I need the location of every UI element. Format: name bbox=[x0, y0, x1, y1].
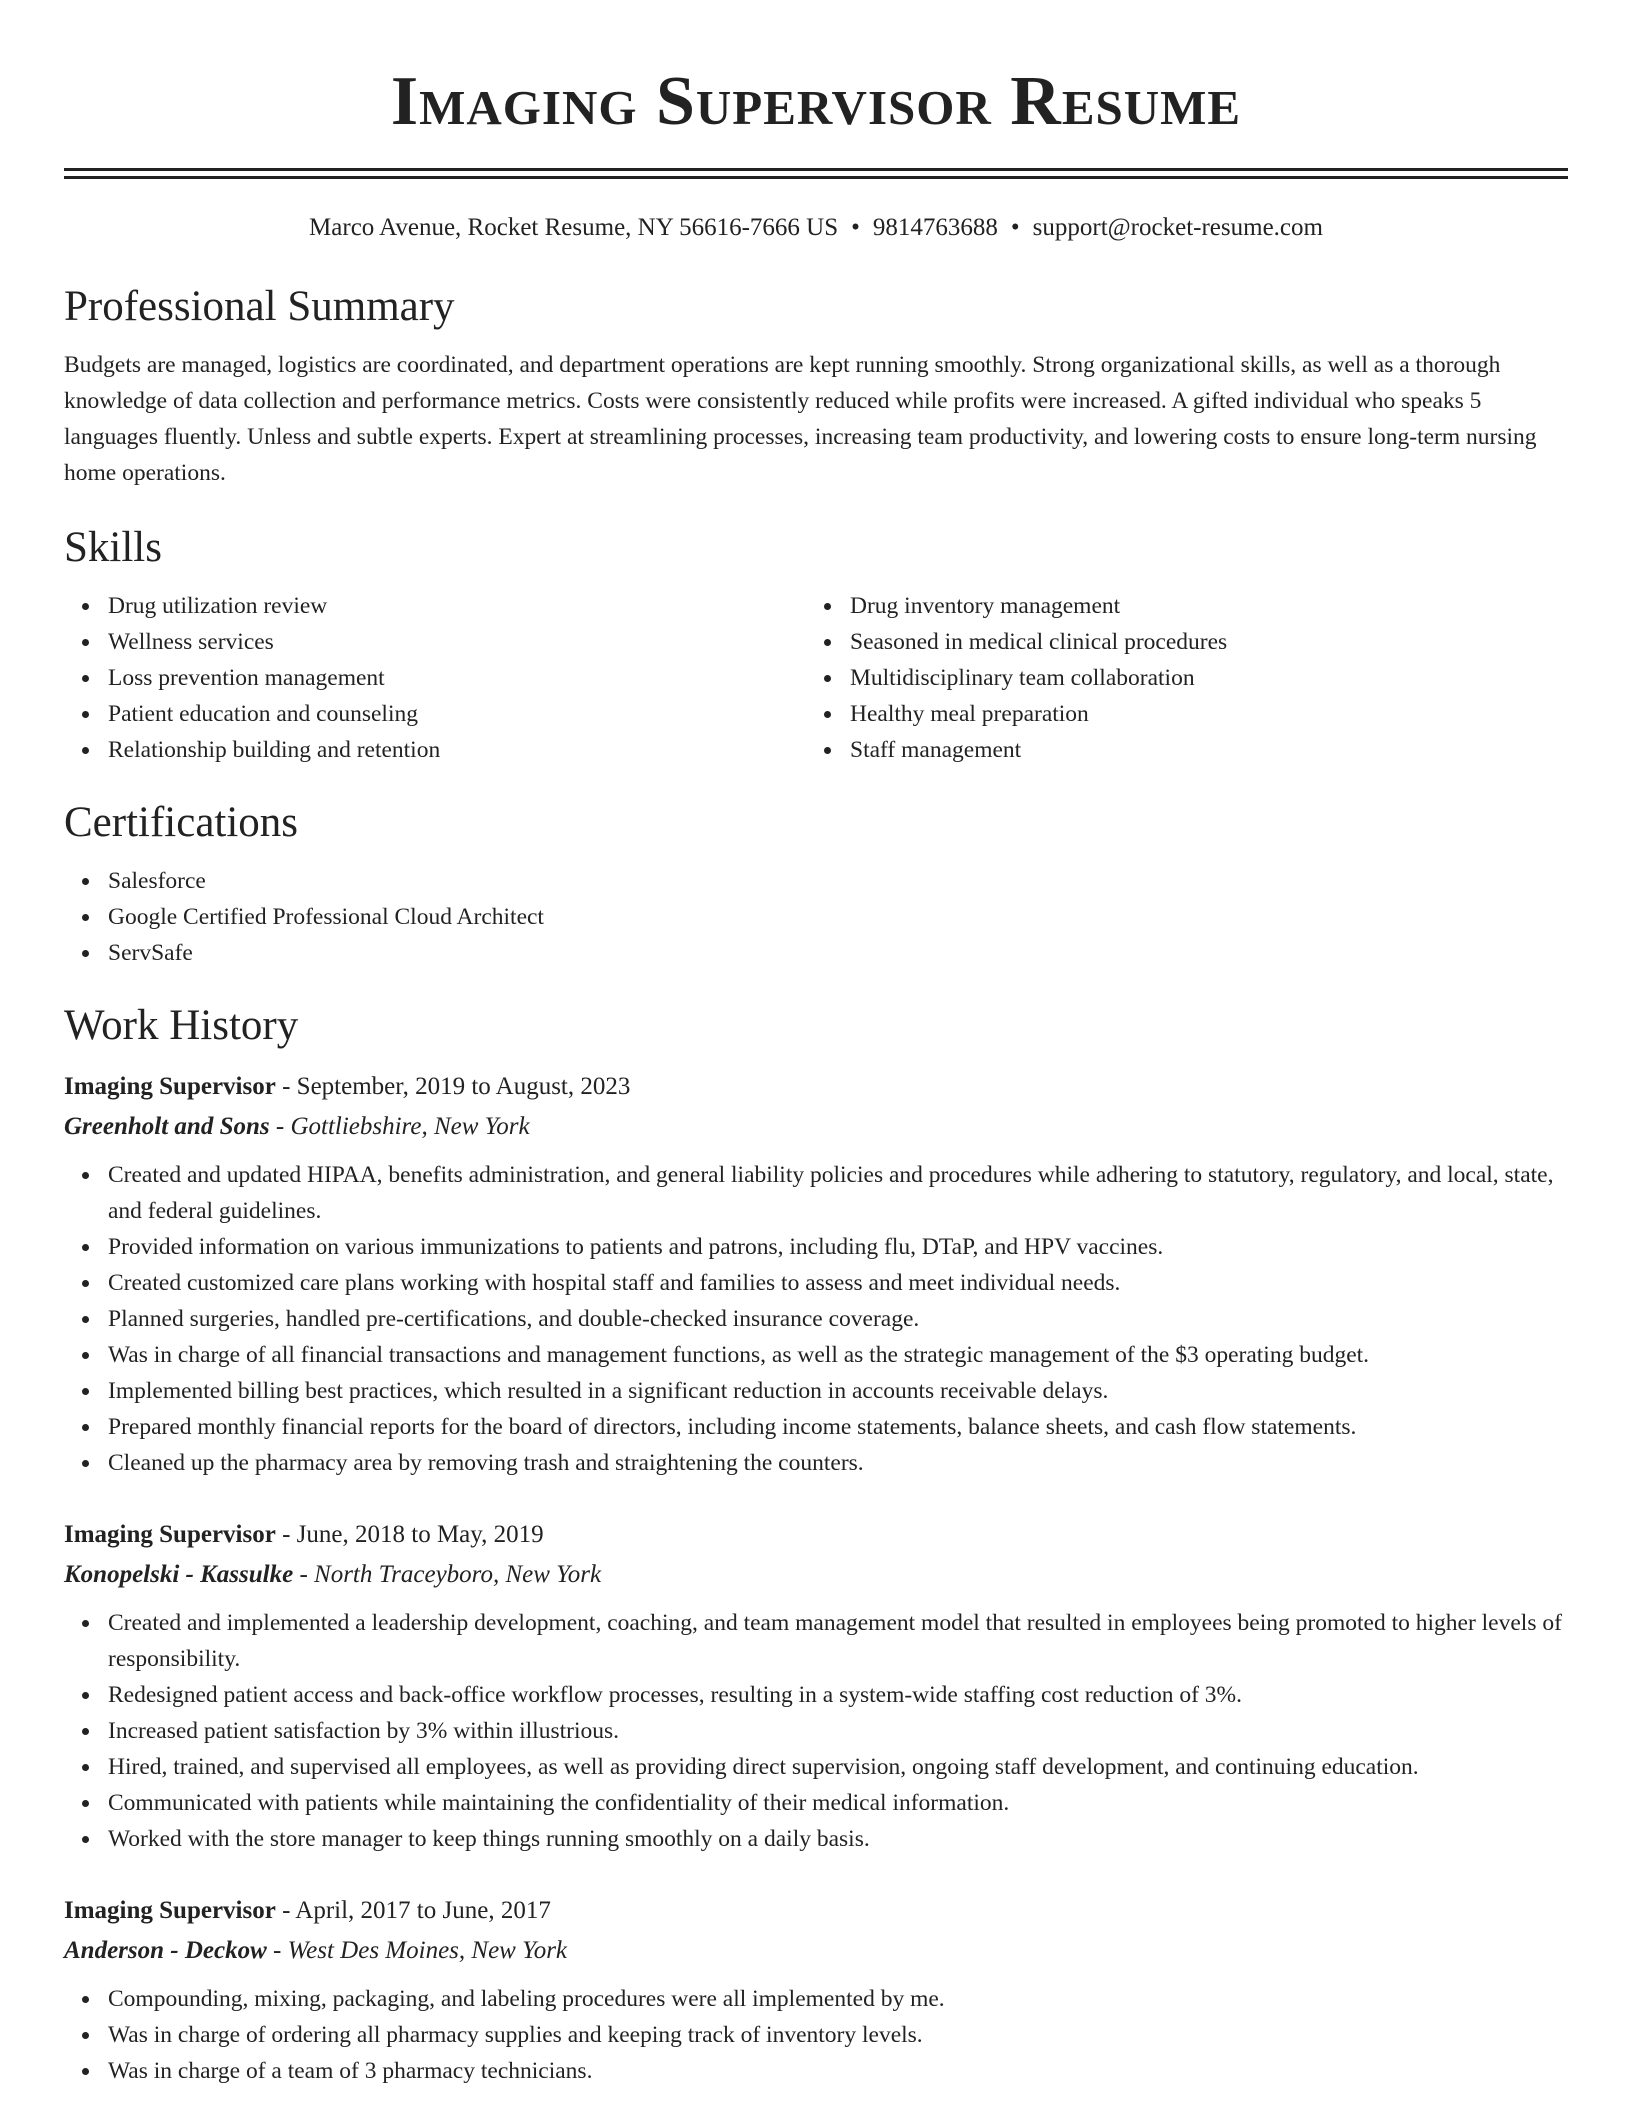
skill-item: Drug inventory management bbox=[806, 588, 1548, 624]
skill-item: Patient education and counseling bbox=[64, 696, 806, 732]
job-entry bbox=[64, 1515, 1568, 1857]
certification-item: Google Certified Professional Cloud Architect bbox=[64, 899, 1568, 935]
skill-item: Healthy meal preparation bbox=[806, 696, 1548, 732]
job-bullet: Cleaned up the pharmacy area by removing trash and straightening the counters. bbox=[64, 1445, 1568, 1481]
resume-title: Imaging Supervisor Resume bbox=[390, 63, 1242, 140]
job-title: Imaging Supervisor bbox=[64, 1521, 276, 1548]
job-bullet: Provided information on various immunizations to patients and patrons, including flu, DTaP, and HPV vaccines. bbox=[64, 1229, 1568, 1265]
contact-line bbox=[64, 211, 1568, 245]
job-title-line bbox=[64, 1067, 1568, 1107]
job-bullet: Created and updated HIPAA, benefits administration, and general liability policies and procedures while adhering to statutory, regulatory, and local, state, and federal guidelines. bbox=[64, 1157, 1568, 1229]
skill-item: Staff management bbox=[806, 732, 1548, 768]
skill-item: Drug utilization review bbox=[64, 588, 806, 624]
job-bullet-list bbox=[64, 1157, 1568, 1481]
skill-item: Seasoned in medical clinical procedures bbox=[806, 624, 1548, 660]
contact-separator: • bbox=[1010, 214, 1020, 241]
job-title-line bbox=[64, 1891, 1568, 1931]
job-company-line bbox=[64, 1555, 1568, 1595]
skills-section bbox=[64, 523, 1568, 768]
work-history-section bbox=[64, 1001, 1568, 2089]
skill-item: Loss prevention management bbox=[64, 660, 806, 696]
job-company: Konopelski - Kassulke bbox=[64, 1561, 294, 1588]
skill-item: Relationship building and retention bbox=[64, 732, 806, 768]
job-company: Anderson - Deckow bbox=[64, 1937, 267, 1964]
job-bullet: Redesigned patient access and back-office workflow processes, resulting in a system-wide staffing cost reduction of 3%. bbox=[64, 1677, 1568, 1713]
job-bullet: Created customized care plans working with hospital staff and families to assess and meet individual needs. bbox=[64, 1265, 1568, 1301]
job-entry bbox=[64, 1891, 1568, 2089]
skills-column-left bbox=[64, 588, 806, 768]
job-title-line bbox=[64, 1515, 1568, 1555]
job-bullet: Planned surgeries, handled pre-certifications, and double-checked insurance coverage. bbox=[64, 1301, 1568, 1337]
job-dates: - September, 2019 to August, 2023 bbox=[275, 1073, 631, 1100]
certification-item: Salesforce bbox=[64, 863, 1568, 899]
job-company-line bbox=[64, 1931, 1568, 1971]
skills-grid bbox=[64, 588, 1568, 768]
job-entry bbox=[64, 1067, 1568, 1481]
job-company: Greenholt and Sons bbox=[64, 1113, 270, 1140]
job-location: - Gottliebshire, New York bbox=[269, 1113, 530, 1140]
title-double-rule bbox=[64, 168, 1568, 179]
job-bullet: Communicated with patients while maintaining the confidentiality of their medical information. bbox=[64, 1785, 1568, 1821]
contact-email: support@rocket-resume.com bbox=[1032, 214, 1323, 241]
skills-column-right bbox=[806, 588, 1548, 768]
professional-summary-section bbox=[64, 282, 1568, 491]
summary-text: Budgets are managed, logistics are coordinated, and department operations are kept running smoothly. Strong organizational skills, as well as a thorough knowledge of data collection and performance metrics. Costs were consistently reduced while profits were increased. A gifted individual who speaks 5 languages fluently. Unless and subtle experts. Expert at streamlining processes, increasing team productivity, and lowering costs to ensure long-term nursing home operations. bbox=[64, 352, 1537, 486]
job-bullet: Was in charge of all financial transactions and management functions, as well as the strategic management of the $3 operating budget. bbox=[64, 1337, 1568, 1373]
job-bullet: Was in charge of ordering all pharmacy supplies and keeping track of inventory levels. bbox=[64, 2017, 1568, 2053]
job-bullet: Compounding, mixing, packaging, and labeling procedures were all implemented by me. bbox=[64, 1981, 1568, 2017]
job-bullet: Implemented billing best practices, which resulted in a significant reduction in accounts receivable delays. bbox=[64, 1373, 1568, 1409]
section-heading-summary: Professional Summary bbox=[64, 283, 455, 330]
section-heading-certifications: Certifications bbox=[64, 799, 299, 846]
job-bullet: Was in charge of a team of 3 pharmacy technicians. bbox=[64, 2053, 1568, 2089]
job-bullet: Increased patient satisfaction by 3% within illustrious. bbox=[64, 1713, 1568, 1749]
contact-separator: • bbox=[851, 214, 860, 241]
certifications-section bbox=[64, 798, 1568, 971]
job-title: Imaging Supervisor bbox=[64, 1897, 276, 1924]
contact-phone: 9814763688 bbox=[872, 214, 998, 241]
job-bullet: Hired, trained, and supervised all employees, as well as providing direct supervision, ongoing staff development, and continuing education. bbox=[64, 1749, 1568, 1785]
job-dates: - June, 2018 to May, 2019 bbox=[275, 1521, 544, 1548]
certifications-list bbox=[64, 863, 1568, 971]
job-bullet-list bbox=[64, 1981, 1568, 2089]
job-location: - West Des Moines, New York bbox=[266, 1937, 568, 1964]
job-dates: - April, 2017 to June, 2017 bbox=[275, 1897, 551, 1924]
job-company-line bbox=[64, 1107, 1568, 1147]
section-heading-skills: Skills bbox=[64, 524, 162, 571]
skill-item: Multidisciplinary team collaboration bbox=[806, 660, 1548, 696]
job-title: Imaging Supervisor bbox=[64, 1073, 276, 1100]
job-bullet: Created and implemented a leadership development, coaching, and team management model that resulted in employees being promoted to higher levels of responsibility. bbox=[64, 1605, 1568, 1677]
section-heading-work-history: Work History bbox=[64, 1002, 299, 1049]
job-bullet-list bbox=[64, 1605, 1568, 1857]
contact-address: Marco Avenue, Rocket Resume, NY 56616-7666 US bbox=[309, 214, 839, 241]
skill-item: Wellness services bbox=[64, 624, 806, 660]
job-bullet: Worked with the store manager to keep things running smoothly on a daily basis. bbox=[64, 1821, 1568, 1857]
job-bullet: Prepared monthly financial reports for the board of directors, including income statements, balance sheets, and cash flow statements. bbox=[64, 1409, 1568, 1445]
job-location: - North Traceyboro, New York bbox=[293, 1561, 602, 1588]
certification-item: ServSafe bbox=[64, 935, 1568, 971]
